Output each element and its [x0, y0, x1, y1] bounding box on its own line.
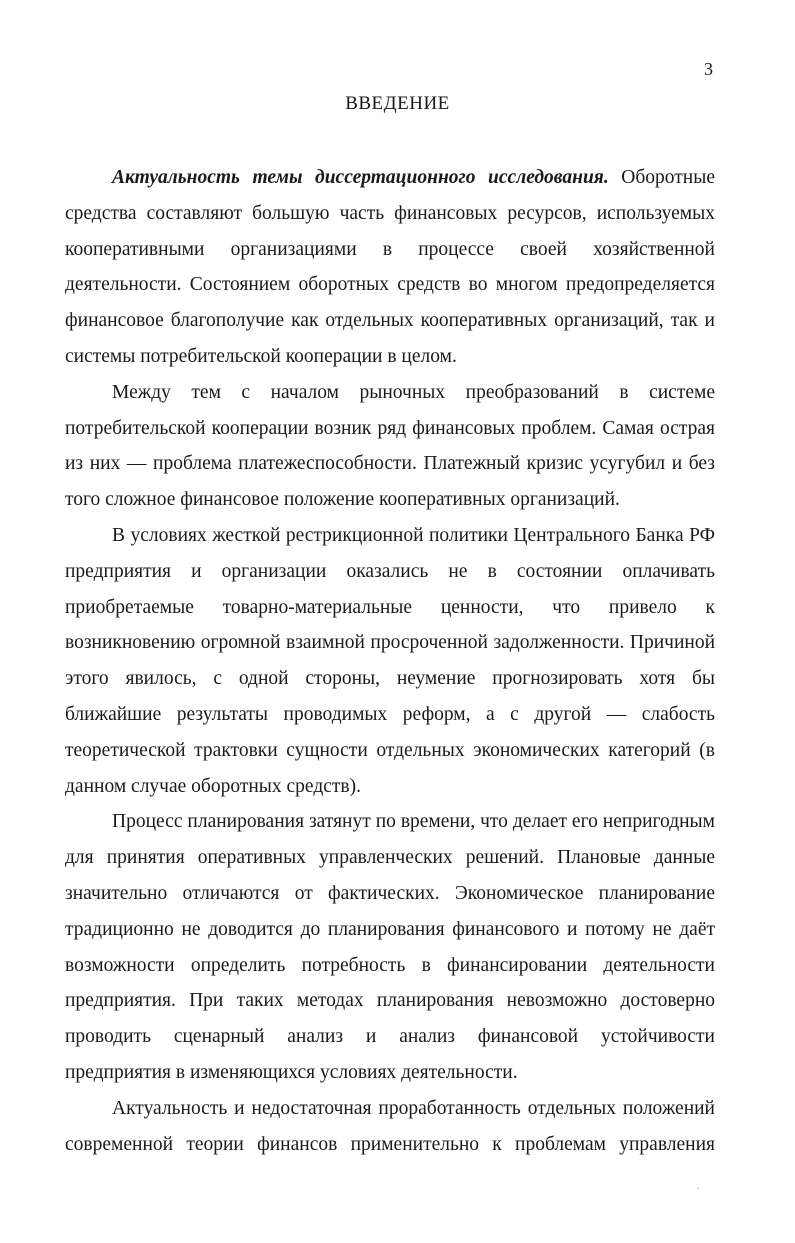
scan-speck: [697, 1188, 699, 1189]
page-number: 3: [704, 59, 713, 79]
paragraph-1: [65, 160, 715, 375]
paragraph-lead-heading: Актуальность темы диссертационного исследования.: [112, 167, 609, 188]
paragraph-5: Актуальность и недостаточная проработанность отдельных положений современной теории финансов применительно к проблемам управления: [65, 1097, 715, 1155]
paragraph-2: Между тем с началом рыночных преобразований в системе потребительской кооперации возник ряд финансовых проблем. Самая острая из них — проблема платежеспособности. Платежный кризис усугубил и без того сложное финансовое положение кооперативных организаций.: [65, 381, 715, 511]
paragraph-4: Процесс планирования затянут по времени, что делает его непригодным для принятия оперативных управленческих решений. Плановые данные значительно отличаются от фактических. Экономическое планирование традиционно не доводится до планирования финансового и потому не даёт возможности определить потребность в финансировании деятельности предприятия. При таких методах планирования невозможно достоверно проводить сценарный анализ и анализ финансовой устойчивости предприятия в изменяющихся условиях деятельности.: [65, 811, 715, 1083]
body-text: [65, 160, 715, 1162]
paragraph-3: В условиях жесткой рестрикционной политики Центрального Банка РФ предприятия и организации оказались не в состоянии оплачивать приобретаемые товарно-материальные ценности, что привело к возникновению огромной взаимной просроченной задолженности. Причиной этого явилось, с одной стороны, неумение прогнозировать хотя бы ближайшие результаты проводимых реформ, а с другой — слабость теоретической трактовки сущности отдельных экономических категорий (в данном случае оборотных средств).: [65, 524, 715, 797]
paragraph-1-text: Оборотные средства составляют большую часть финансовых ресурсов, используемых кооперативными организациями в процессе своей хозяйственной деятельности. Состоянием оборотных средств во многом предопределяется финансовое благополучие как отдельных кооперативных организаций, так и системы потребительской кооперации в целом.: [65, 167, 715, 367]
page-title: ВВЕДЕНИЕ: [345, 93, 450, 114]
